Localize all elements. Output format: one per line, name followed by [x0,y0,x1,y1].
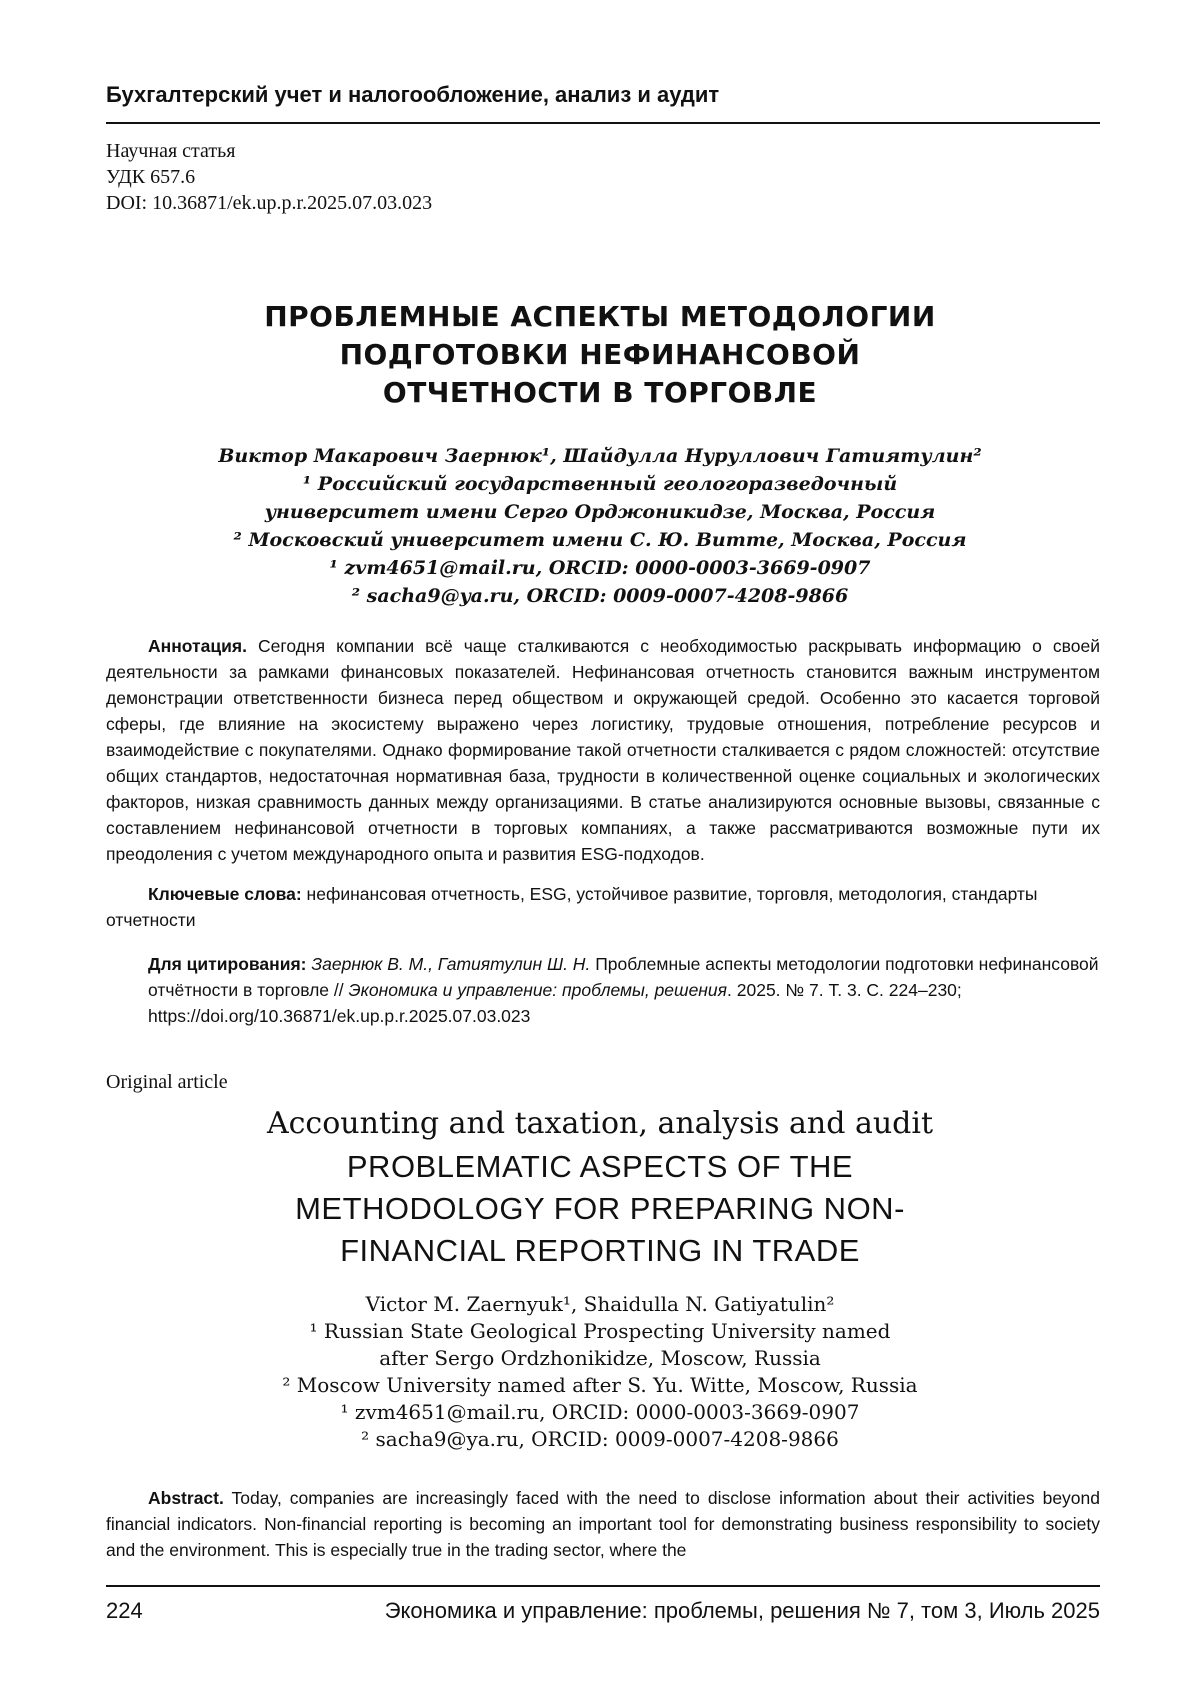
ru-abstract-text: Сегодня компании всё чаще сталкиваются с необходимостью раскрывать информацию о своей деятельности за рамками финансовых показателей. Нефинансовая отчетность становится важным инструментом демонстрации ответственности бизнеса перед обществом и окружающей средой. Особенно это касается торговой сферы, где влияние на экосистему выражено через логистику, трудовые отношения, потребление ресурсов и взаимодействие с покупателями. Однако формирование такой отчетности сталкивается с рядом сложностей: отсутствие общих стандартов, недостаточная нормативная база, трудности в количественной оценке социальных и экологических факторов, низкая сравнимость данных между организациями. В статье анализируются основные вызовы, связанные с составлением нефинансовой отчетности в торговых компаниях, а также рассматриваются возможные пути их преодоления с учетом международного опыта и развития ESG-подходов. [106,636,1100,864]
ru-authors: Виктор Макарович Заернюк¹, Шайдулла Нуруллович Гатиятулин² [218,445,982,467]
ru-affiliation-2: ² Московский университет имени С. Ю. Витте, Москва, Россия [233,529,967,551]
article-meta [106,138,432,216]
ru-title-line-2: ПОДГОТОВКИ НЕФИНАНСОВОЙ [339,338,861,371]
en-affiliation-1-line-1: ¹ Russian State Geological Prospecting University named [309,1319,891,1343]
ru-keywords-label: Ключевые слова: [148,884,302,904]
ru-contact-2: ² sacha9@ya.ru, ORCID: 0009-0007-4208-9866 [351,585,849,607]
header-divider [106,122,1100,124]
journal-section-header: Бухгалтерский учет и налогообложение, анализ и аудит [106,82,720,107]
ru-author-block [120,442,1080,610]
en-abstract-text: Today, companies are increasingly faced with the need to disclose information about their activities beyond financial indicators. Non-financial reporting is becoming an important tool for demonstrating business responsibility to society and the environment. This is especially true in the trading sector, where the [106,1488,1100,1560]
en-contact-2: ² sacha9@ya.ru, ORCID: 0009-0007-4208-9866 [361,1427,839,1451]
citation-tail: . 2025. № 7. Т. 3. С. 224–230; https://doi.org/10.36871/ek.up.p.r.2025.07.03.023 [148,980,962,1026]
en-contact-1: ¹ zvm4651@mail.ru, ORCID: 0000-0003-3669-0907 [340,1400,860,1424]
udk-code: УДК 657.6 [106,166,196,188]
doi: DOI: 10.36871/ek.up.p.r.2025.07.03.023 [106,192,433,214]
citation-title: Проблемные аспекты методологии подготовки нефинансовой отчётности в торговле // [148,954,1099,1000]
en-title-line-3: FINANCIAL REPORTING IN TRADE [340,1233,860,1268]
en-author-block [120,1291,1080,1453]
en-journal-section: Accounting and taxation, analysis and audit [266,1106,934,1141]
ru-abstract [106,633,1100,867]
ru-title [160,298,1040,412]
ru-citation [148,951,1100,1029]
en-affiliation-1-line-2: after Sergo Ordzhonikidze, Moscow, Russia [379,1346,821,1370]
en-title [150,1146,1050,1272]
ru-contact-1: ¹ zvm4651@mail.ru, ORCID: 0000-0003-3669-0907 [329,557,871,579]
en-abstract-label: Abstract. [148,1488,224,1508]
ru-abstract-label: Аннотация. [148,636,247,656]
ru-title-line-1: ПРОБЛЕМНЫЕ АСПЕКТЫ МЕТОДОЛОГИИ [264,300,936,333]
page-number: 224 [106,1598,143,1623]
citation-authors: Заернюк В. М., Гатиятулин Ш. Н. [311,954,591,974]
footer-divider [106,1585,1100,1587]
citation-label: Для цитирования: [148,954,307,974]
en-title-line-2: METHODOLOGY FOR PREPARING NON- [295,1191,905,1226]
ru-affiliation-1-line-1: ¹ Российский государственный геологоразведочный [302,473,898,495]
citation-journal: Экономика и управление: проблемы, решения [348,980,728,1000]
ru-keywords [106,881,1100,933]
ru-keywords-text: нефинансовая отчетность, ESG, устойчивое развитие, торговля, методология, стандарты отчетности [106,884,1038,930]
en-article-type: Original article [106,1071,228,1093]
ru-title-line-3: ОТЧЕТНОСТИ В ТОРГОВЛЕ [382,376,818,409]
footer-journal-info: Экономика и управление: проблемы, решения № 7, том 3, Июль 2025 [384,1598,1100,1623]
en-affiliation-2: ² Moscow University named after S. Yu. Witte, Moscow, Russia [282,1373,918,1397]
en-title-line-1: PROBLEMATIC ASPECTS OF THE [346,1149,854,1184]
en-abstract [106,1485,1100,1563]
ru-affiliation-1-line-2: университет имени Серго Орджоникидзе, Москва, Россия [264,501,936,523]
article-type: Научная статья [106,140,236,162]
en-authors: Victor M. Zaernyuk¹, Shaidulla N. Gatiyatulin² [365,1292,835,1316]
